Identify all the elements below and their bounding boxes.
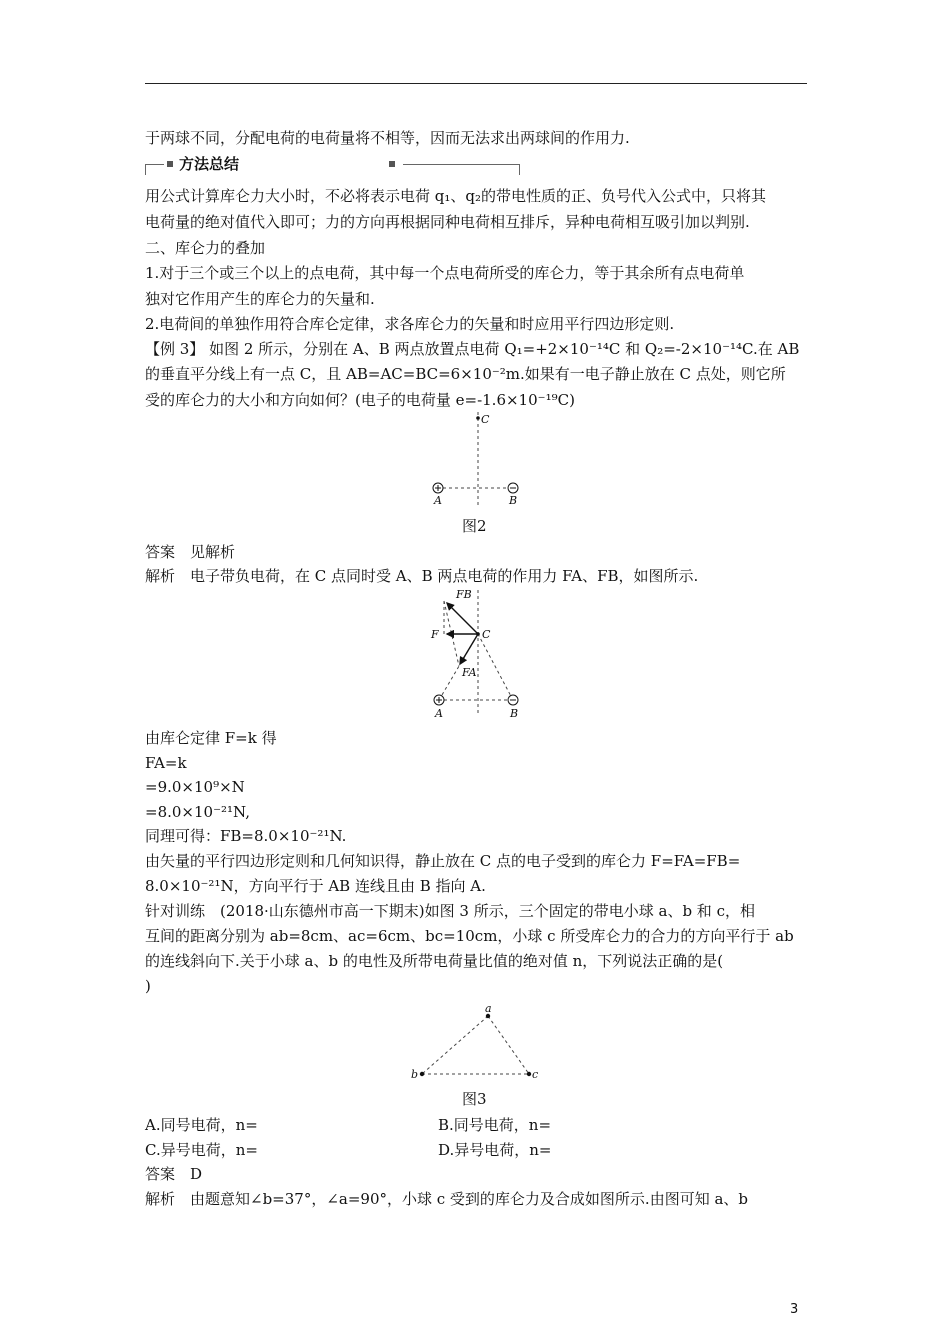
text-line: 独对它作用产生的库仑力的矢量和. (145, 290, 375, 308)
analysis-line: 解析 由题意知∠b=37°，∠a=90°，小球 c 受到的库仑力及合成如图所示.由图可知 a、b (145, 1190, 749, 1208)
analysis-line: =9.0×10⁹×N (145, 778, 245, 796)
text-line: 1.对于三个或三个以上的点电荷，其中每一个点电荷所受的库仑力，等于其余所有点电荷单 (145, 264, 745, 282)
figure-3-caption: 图3 (462, 1090, 487, 1108)
option-c: C.异号电荷，n= (145, 1141, 258, 1159)
analysis-line: FA=k (145, 754, 187, 772)
analysis-line: 8.0×10⁻²¹N，方向平行于 AB 连线且由 B 指向 A. (145, 877, 486, 895)
text-line: 于两球不同，分配电荷的电荷量将不相等，因而无法求出两球间的作用力. (145, 129, 630, 147)
figure-2 (420, 410, 530, 510)
analysis-line: 解析 电子带负电荷，在 C 点同时受 A、B 两点电荷的作用力 FA、FB，如图所示. (145, 567, 699, 585)
text-line: 用公式计算库仑力大小时，不必将表示电荷 q₁、q₂的带电性质的正、负号代入公式中，只将其 (145, 187, 767, 205)
analysis-line: =8.0×10⁻²¹N, (145, 803, 250, 821)
header-rule (145, 83, 807, 84)
fig3-label-b: b (411, 1068, 419, 1081)
answer-line: 答案 D (145, 1165, 203, 1183)
fig3-label-a: a (485, 1002, 492, 1015)
exercise-line: 的连线斜向下.关于小球 a、b 的电性及所带电荷量比值的绝对值 n，下列说法正确的是( (145, 952, 724, 970)
fig3-label-c: c (532, 1068, 539, 1081)
page-number: 3 (790, 1302, 799, 1317)
exercise-line: 针对训练 (2018·山东德州市高一下期末)如图 3 所示，三个固定的带电小球 a、b 和 c，相 (145, 902, 755, 920)
force-label-fb: FB (456, 588, 472, 601)
analysis-line: 由矢量的平行四边形定则和几何知识得，静止放在 C 点的电子受到的库仑力 F=FA=FB= (145, 852, 741, 870)
text-line: 2.电荷间的单独作用符合库仑定律，求各库仑力的矢量和时应用平行四边形定则. (145, 315, 675, 333)
method-summary-header (145, 152, 521, 176)
option-a: A.同号电荷，n= (145, 1116, 258, 1134)
example-line: 受的库仑力的大小和方向如何？(电子的电荷量 e=-1.6×10⁻¹⁹C) (145, 391, 575, 409)
answer-line: 答案 见解析 (145, 543, 236, 561)
option-d: D.异号电荷，n= (438, 1141, 552, 1159)
example-line: 的垂直平分线上有一点 C，且 AB=AC=BC=6×10⁻²m.如果有一电子静止放在 C 点处，则它所 (145, 365, 786, 383)
fig2-label-c: C (481, 413, 490, 426)
text-line: 电荷量的绝对值代入即可；力的方向再根据同种电荷相互排斥，异种电荷相互吸引加以判别. (145, 213, 750, 231)
figure-3 (405, 1004, 555, 1084)
figure-2-caption: 图2 (462, 517, 487, 535)
exercise-line: ) (145, 977, 151, 995)
analysis-line: 同理可得：FB=8.0×10⁻²¹N. (145, 827, 347, 845)
bullet-square-icon (389, 161, 395, 167)
example-line: 【例 3】 如图 2 所示，分别在 A、B 两点放置点电荷 Q₁=+2×10⁻¹⁴C 和 Q₂=-2×10⁻¹⁴C.在 AB (145, 340, 800, 358)
exercise-line: 互间的距离分别为 ab=8cm、ac=6cm、bc=10cm，小球 c 所受库仑力的合力的方向平行于 ab (145, 927, 794, 945)
force-label-f: F (431, 628, 439, 641)
option-b: B.同号电荷，n= (438, 1116, 552, 1134)
force-label-b: B (510, 707, 519, 720)
fig2-label-b: B (509, 494, 518, 507)
analysis-line: 由库仑定律 F=k 得 (145, 729, 277, 747)
force-diagram (420, 588, 540, 720)
section-heading: 二、库仑力的叠加 (145, 239, 266, 257)
force-label-c: C (482, 628, 491, 641)
force-label-fa: FA (462, 666, 477, 679)
force-label-a: A (435, 707, 443, 720)
method-summary-title: 方法总结 (179, 155, 240, 173)
bullet-square-icon (167, 161, 173, 167)
fig2-label-a: A (434, 494, 442, 507)
